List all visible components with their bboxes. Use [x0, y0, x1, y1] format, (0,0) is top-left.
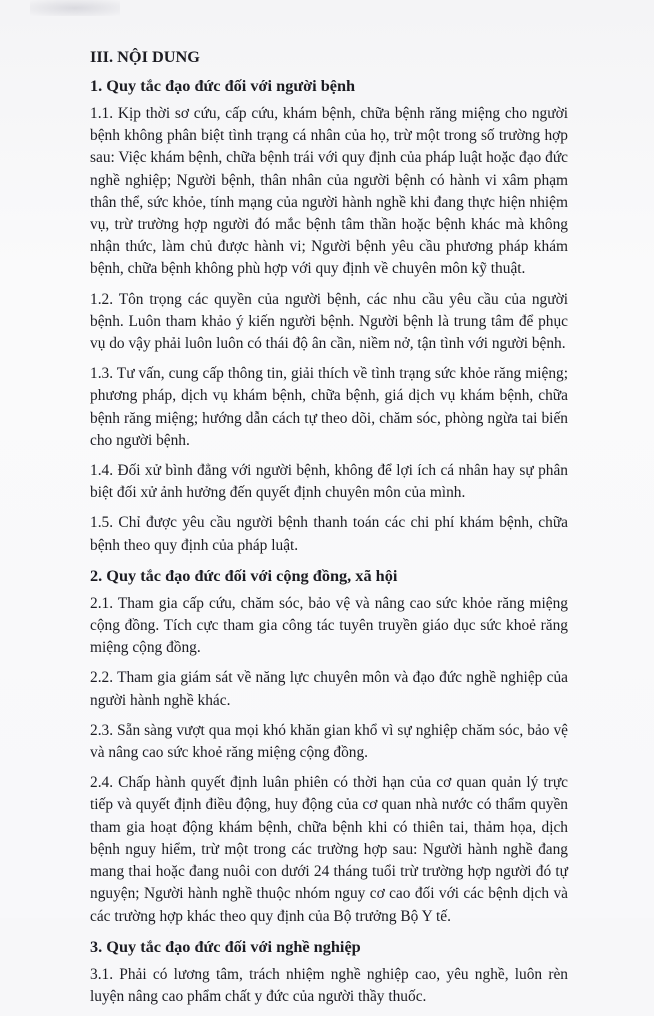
paragraph-1-5: 1.5. Chỉ được yêu cầu người bệnh thanh toán các chi phí khám bệnh, chữa bệnh theo quy định của pháp luật.: [90, 514, 568, 554]
paragraph-1-1: 1.1. Kịp thời sơ cứu, cấp cứu, khám bệnh, chữa bệnh răng miệng cho người bệnh không phân biệt tình trạng cá nhân của họ, trừ một trong số trường hợp sau: Việc khám bệnh, chữa bệnh trái với quy định của pháp luật hoặc đạo đức nghề nghiệp; Người bệnh, thân nhân của người bệnh có hành vi xâm phạm thân thể, sức khỏe, tính mạng của người hành nghề khi đang thực hiện nhiệm vụ, trừ trường hợp người đó mắc bệnh tâm thần hoặc bệnh khác mà không nhận thức, làm chủ được hành vi; Người bệnh yêu cầu phương pháp khám bệnh, chữa bệnh không phù hợp với quy định về chuyên môn kỹ thuật.: [90, 105, 568, 278]
heading-patients: 1. Quy tắc đạo đức đối với người bệnh: [90, 76, 356, 95]
paragraph-1-3: 1.3. Tư vấn, cung cấp thông tin, giải thích về tình trạng sức khỏe răng miệng; phương pháp, dịch vụ khám bệnh, chữa bệnh, giá dịch vụ khám bệnh, chữa bệnh răng miệng; hướng dẫn cách tự theo dõi, chăm sóc, phòng ngừa tai biến cho người bệnh.: [90, 365, 568, 449]
paragraph-2-2: 2.2. Tham gia giám sát về năng lực chuyên môn và đạo đức nghề nghiệp của người hành nghề khác.: [90, 669, 568, 709]
paragraph-2-3: 2.3. Sẵn sàng vượt qua mọi khó khăn gian khổ vì sự nghiệp chăm sóc, bảo vệ và nâng cao sức khoẻ răng miệng cộng đồng.: [90, 721, 568, 762]
scan-smudge: [30, 0, 120, 16]
paragraph-1-4: 1.4. Đối xử bình đẳng với người bệnh, không để lợi ích cá nhân hay sự phân biệt đối xử ảnh hưởng đến quyết định chuyên môn của mình.: [90, 462, 568, 502]
paragraph-2-4: 2.4. Chấp hành quyết định luân phiên có thời hạn của cơ quan quản lý trực tiếp và quyết định điều động, huy động của cơ quan nhà nước có thẩm quyền tham gia hoạt động khám bệnh, chữa bệnh khi có thiên tai, thảm họa, dịch bệnh nguy hiểm, trừ một trong các trường hợp sau: Người hành nghề đang mang thai hoặc đang nuôi con dưới 24 tháng tuổi trừ trường hợp người đó tự nguyện; Người hành nghề thuộc nhóm nguy cơ cao đối với các bệnh dịch và các trường hợp khác theo quy định của Bộ trưởng Bộ Y tế.: [90, 774, 568, 925]
paragraph-2-1: 2.1. Tham gia cấp cứu, chăm sóc, bảo vệ và nâng cao sức khỏe răng miệng cộng đồng. Tích cực tham gia công tác tuyên truyền giáo dục sức khoẻ răng miệng cộng đồng.: [90, 594, 568, 657]
paragraph-3-1: 3.1. Phải có lương tâm, trách nhiệm nghề nghiệp cao, yêu nghề, luôn rèn luyện nâng cao phẩm chất y đức của người thầy thuốc.: [90, 965, 568, 1005]
paragraph-1-2: 1.2. Tôn trọng các quyền của người bệnh, các nhu cầu yêu cầu của người bệnh. Luôn tham khảo ý kiến người bệnh. Người bệnh là trung tâm để phục vụ do vậy phải luôn luôn có thái độ ân cần, niềm nở, tận tình với người bệnh.: [90, 290, 568, 353]
heading-community: 2. Quy tắc đạo đức đối với cộng đồng, xã hội: [90, 565, 398, 585]
document-content: [90, 46, 568, 1016]
section-title: III. NỘI DUNG: [90, 47, 200, 66]
heading-profession: 3. Quy tắc đạo đức đối với nghề nghiệp: [90, 936, 361, 956]
